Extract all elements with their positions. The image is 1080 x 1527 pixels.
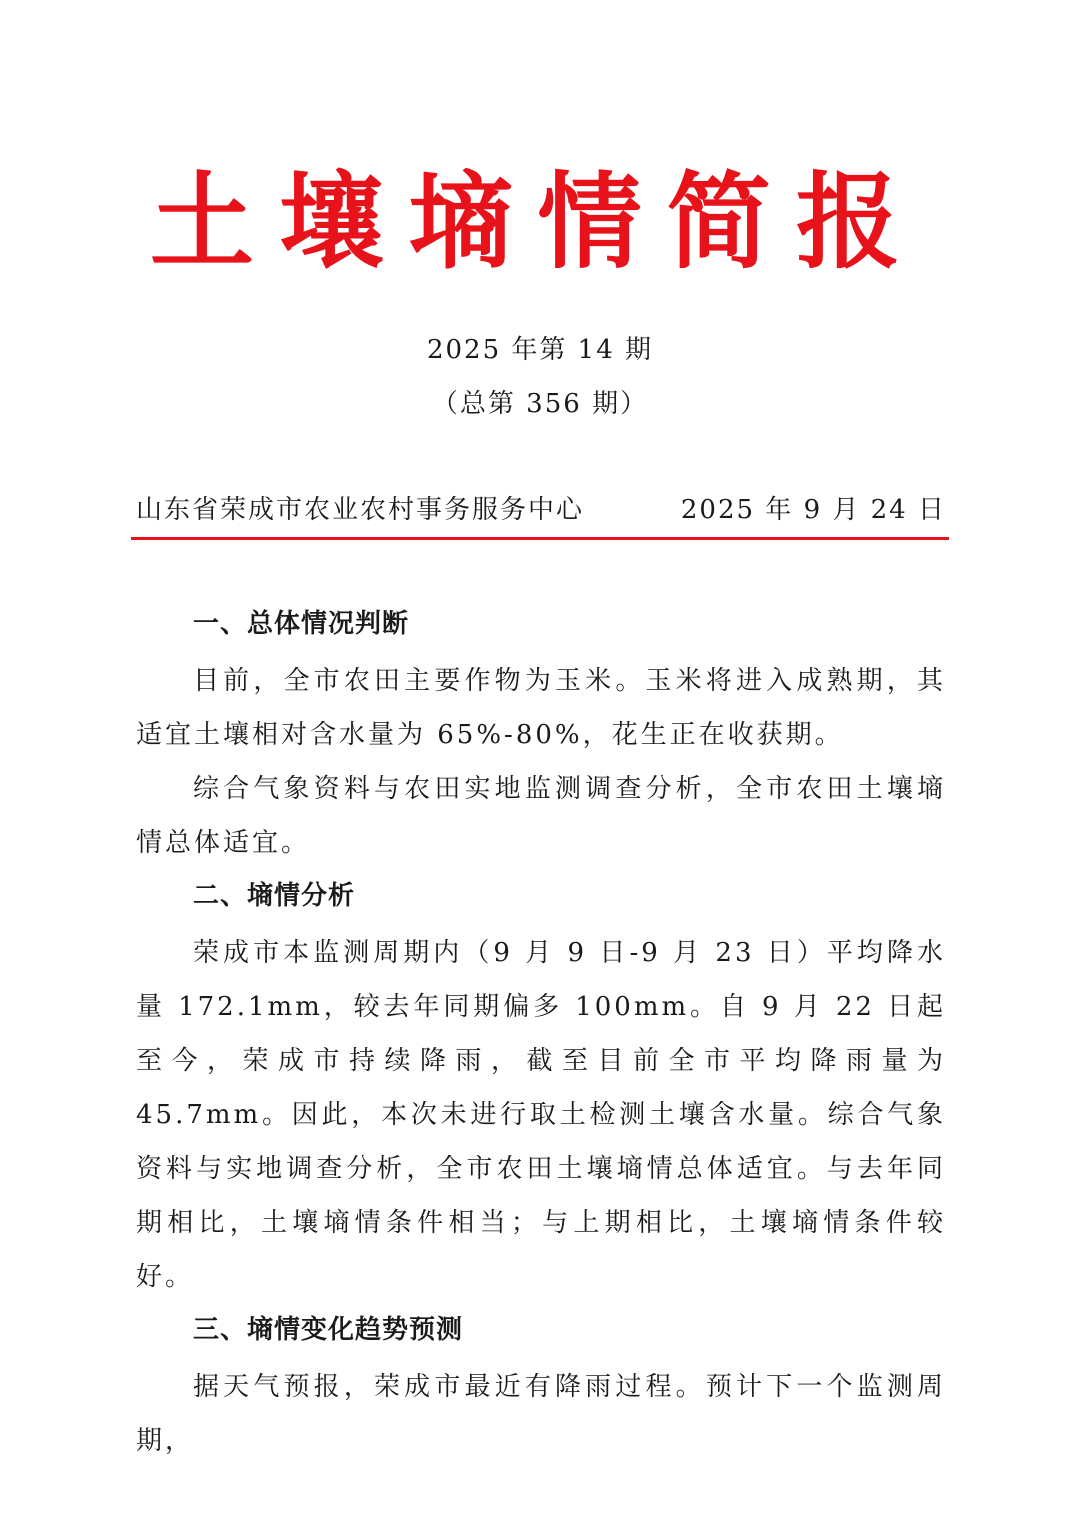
cumulative-issue-number: （总第 356 期） bbox=[431, 389, 649, 419]
title-char: 壤 bbox=[279, 160, 384, 283]
paragraph: 综合气象资料与农田实地监测调查分析，全市农田土壤墒情总体适宜。 bbox=[136, 774, 946, 858]
issue-date: 2025 年 9 月 24 日 bbox=[680, 495, 946, 525]
title-char: 土 bbox=[150, 160, 255, 283]
section-heading: 一、总体情况判断 bbox=[193, 609, 410, 639]
paragraph: 荣成市本监测周期内（9 月 9 日-9 月 23 日）平均降水量 172.1mm，较去年同期偏多 100mm。自 9 月 22 日起至今，荣成市持续降雨，截至目前全市平均降雨量为 45.7mm。因此，本次未进行取土检测土壤含水量。综合气象资料与实地调查分析，全市农田土壤墒情总体适宜。与去年同期相比，土壤墒情条件相当；与上期相比，土壤墒情条件较好。 bbox=[136, 938, 946, 1292]
title-char: 报 bbox=[795, 160, 900, 283]
issuer-row bbox=[136, 492, 946, 528]
title-char: 情 bbox=[537, 160, 642, 283]
title-char: 简 bbox=[666, 160, 771, 283]
paragraph: 目前，全市农田主要作物为玉米。玉米将进入成熟期，其适宜土壤相对含水量为 65%-80%，花生正在收获期。 bbox=[136, 666, 946, 750]
report-title bbox=[150, 162, 900, 282]
section-heading: 三、墒情变化趋势预测 bbox=[193, 1315, 464, 1345]
issue-number: 2025 年第 14 期 bbox=[426, 335, 654, 365]
section-heading: 二、墒情分析 bbox=[193, 881, 356, 911]
red-divider-line bbox=[131, 537, 949, 540]
title-char: 墒 bbox=[408, 160, 513, 283]
report-body bbox=[136, 600, 946, 1468]
paragraph: 据天气预报，荣成市最近有降雨过程。预计下一个监测周期， bbox=[136, 1372, 946, 1456]
issuing-organization: 山东省荣成市农业农村事务服务中心 bbox=[136, 495, 585, 525]
